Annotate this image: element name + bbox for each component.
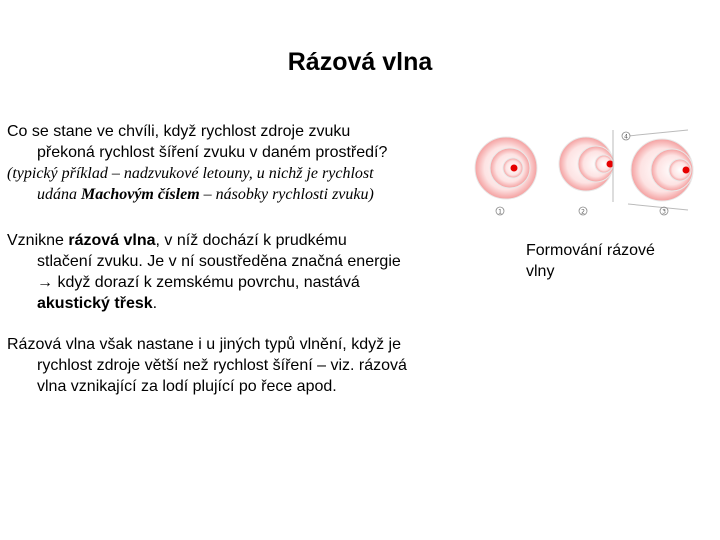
shockwave-term: rázová vlna [68, 232, 156, 249]
shockwave-line-2: stlačení zvuku. Je v ní soustředěna značná energie [37, 253, 401, 270]
question-line-2: překoná rychlost šíření zvuku v daném prostředí? [37, 144, 388, 161]
marker-1-label: 1 [498, 208, 502, 216]
shockwave-line-1-post: , v níž dochází k prudkému [155, 232, 347, 249]
caption-line-2: vlny [526, 263, 555, 280]
question-line-1: Co se stane ve chvíli, když rychlost zdroje zvuku [7, 123, 351, 140]
paragraph-question [7, 121, 457, 205]
example-line-1: (typický příklad – nadzvukové letouny, u nichž je rychlost [7, 165, 374, 182]
source-dot-2 [607, 161, 614, 168]
marker-2-label: 2 [581, 208, 585, 216]
shockwave-line-4 [7, 293, 457, 314]
source-dot-3 [683, 167, 690, 174]
other-waves-line-2: rychlost zdroje větší než rychlost šíření – viz. rázová [37, 357, 407, 374]
shockwave-line-1 [7, 230, 457, 251]
example-line-2-post: – násobky rychlosti zvuku) [199, 186, 374, 203]
caption-line-1: Formování rázové [526, 242, 655, 259]
shockwave-formation-diagram [470, 122, 695, 222]
source-dot-1 [511, 165, 518, 172]
subsonic-source-group [475, 137, 537, 199]
marker-3-label: 3 [662, 208, 666, 216]
marker-3 [660, 207, 668, 216]
sonic-boom-term: akustický třesk [37, 295, 153, 312]
marker-4-label: 4 [624, 133, 628, 141]
shockwave-line-3: → když dorazí k zemskému povrchu, nastává [37, 274, 360, 291]
shockwave-line-1-pre: Vznikne [7, 232, 69, 249]
marker-1 [496, 207, 504, 216]
other-waves-line-1: Rázová vlna však nastane i u jiných typů vlnění, když je [7, 336, 401, 353]
paragraph-other-waves [7, 334, 457, 397]
mach-cone-upper [628, 130, 688, 136]
other-waves-line-3: vlna vznikající za lodí plující po řece apod. [37, 378, 337, 395]
shockwave-line-4-post: . [152, 295, 158, 312]
example-line-2 [7, 184, 457, 205]
marker-4 [622, 132, 630, 141]
mach-number-term: Machovým číslem [81, 186, 200, 203]
supersonic-source-group [628, 130, 693, 210]
slide-title: Rázová vlna [287, 48, 433, 76]
mach-cone-lower [628, 204, 688, 210]
diagram-caption [526, 240, 706, 282]
example-line-2-pre: udána [37, 186, 81, 203]
sonic-source-group [559, 130, 614, 202]
paragraph-shockwave [7, 230, 457, 314]
marker-2 [579, 207, 587, 216]
